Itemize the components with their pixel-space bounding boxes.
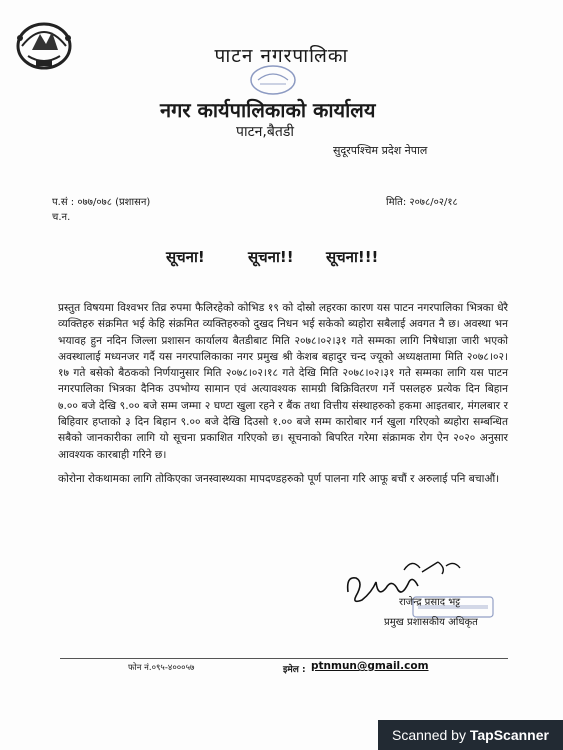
dispatch-number: च.न. [52,212,71,223]
footer-email: ptnmun@gmail.com [311,660,429,672]
notice-title-3: सूचना!!! [326,248,379,266]
watermark-prefix: Scanned by [392,727,466,743]
signatory-name: राजेन्द्र प्रसाद भट्ट [399,597,461,608]
letter-reference-number: प.सं : ०७७/०७८ (प्रशासन) [52,197,151,208]
letter-date: मिति: २०७८/०२/१८ [386,197,458,208]
notice-paragraph-appeal: कोरोना रोकथामका लागि तोकिएका जनस्वास्थ्यका मापदण्डहरुको पूर्ण पालना गरि आफू बचौं र अरुलाई पनि बचाऔं। [58,472,500,485]
office-name: नगर कार्यपालिकाको कार्यालय [160,98,376,122]
province-name: सुदूरपश्चिम प्रदेश नेपाल [333,144,428,157]
notice-body [58,300,508,487]
footer-email-label: इमेल : [283,665,306,675]
footer-divider [60,658,508,659]
watermark-brand: TapScanner [469,727,549,743]
notice-title-1: सूचना! [166,248,205,266]
notice-paragraph-main: प्रस्तुत विषयमा विश्वभर तिव्र रुपमा फैलिरहेको कोभिड १९ को दोस्रो लहरका कारण यस पाटन नगरपालिका भित्रका धेरै व्यक्तिहरु संक्रमित भई केहि संक्रमित व्यक्तिहरुको दुखद निधन भई सकेको ब्यहोरा सबैलाई अवगत नै छ। अवस्था भन भयावह हुन नदिन जिल्ला प्रशासन कार्यालय बैतडीबाट मिति २०७८।०२।३१ गते सम्मका लागि निषेधाज्ञा जारी भएको अवस्थालाई मध्यनजर गर्दै यस नगरपालिकाका नगर प्रमुख श्री केशब बहादुर चन्द ज्यूको अध्यक्षतामा मिति २०७८।०२।१७ गते बसेको बैठकको निर्णयानुसार मिति २०७८।०२।१८ गते देखि मिति २०७८।०२।३१ गते सम्मका लागि यस पाटन नगरपालिका भित्रका दैनिक उपभोग्य सामान एवं अत्यावश्यक सामग्री बिक्रिवितरण गर्ने पसलहरु प्रत्येक दिन बिहान ७.०० बजे देखि ९.०० बजे सम्म जम्मा २ घण्टा खुला रहने र बैंक तथा वित्तीय संस्थाहरुको हकमा आइतबार, मंगलबार र बिहिवार हप्ताको ३ दिन बिहान ९.०० बजे देखि दिउसो १.०० बजे सम्म कारोबार गर्न खुला गरिएको ब्यहोरा सम्बन्धित सबैको जानकारीका लागि यो सूचना प्रकाशित गरिएको छ। सूचनाको बिपरित गरेमा संक्रामक रोग ऐन २०२० अनुसार आवश्यक कारबाही गरिने छ। [58,302,508,461]
municipality-name: पाटन नगरपालिका [214,45,349,67]
footer-phone: फोन नं.०९५-४०००५७ [128,663,195,673]
scanner-watermark [378,720,563,750]
office-address: पाटन,बैतडी [236,124,294,140]
office-stamp-icon [248,62,298,98]
signatory-title: प्रमुख प्रशासकीय अधिकृत [384,617,478,628]
notice-title-2: सूचना!! [248,248,294,266]
